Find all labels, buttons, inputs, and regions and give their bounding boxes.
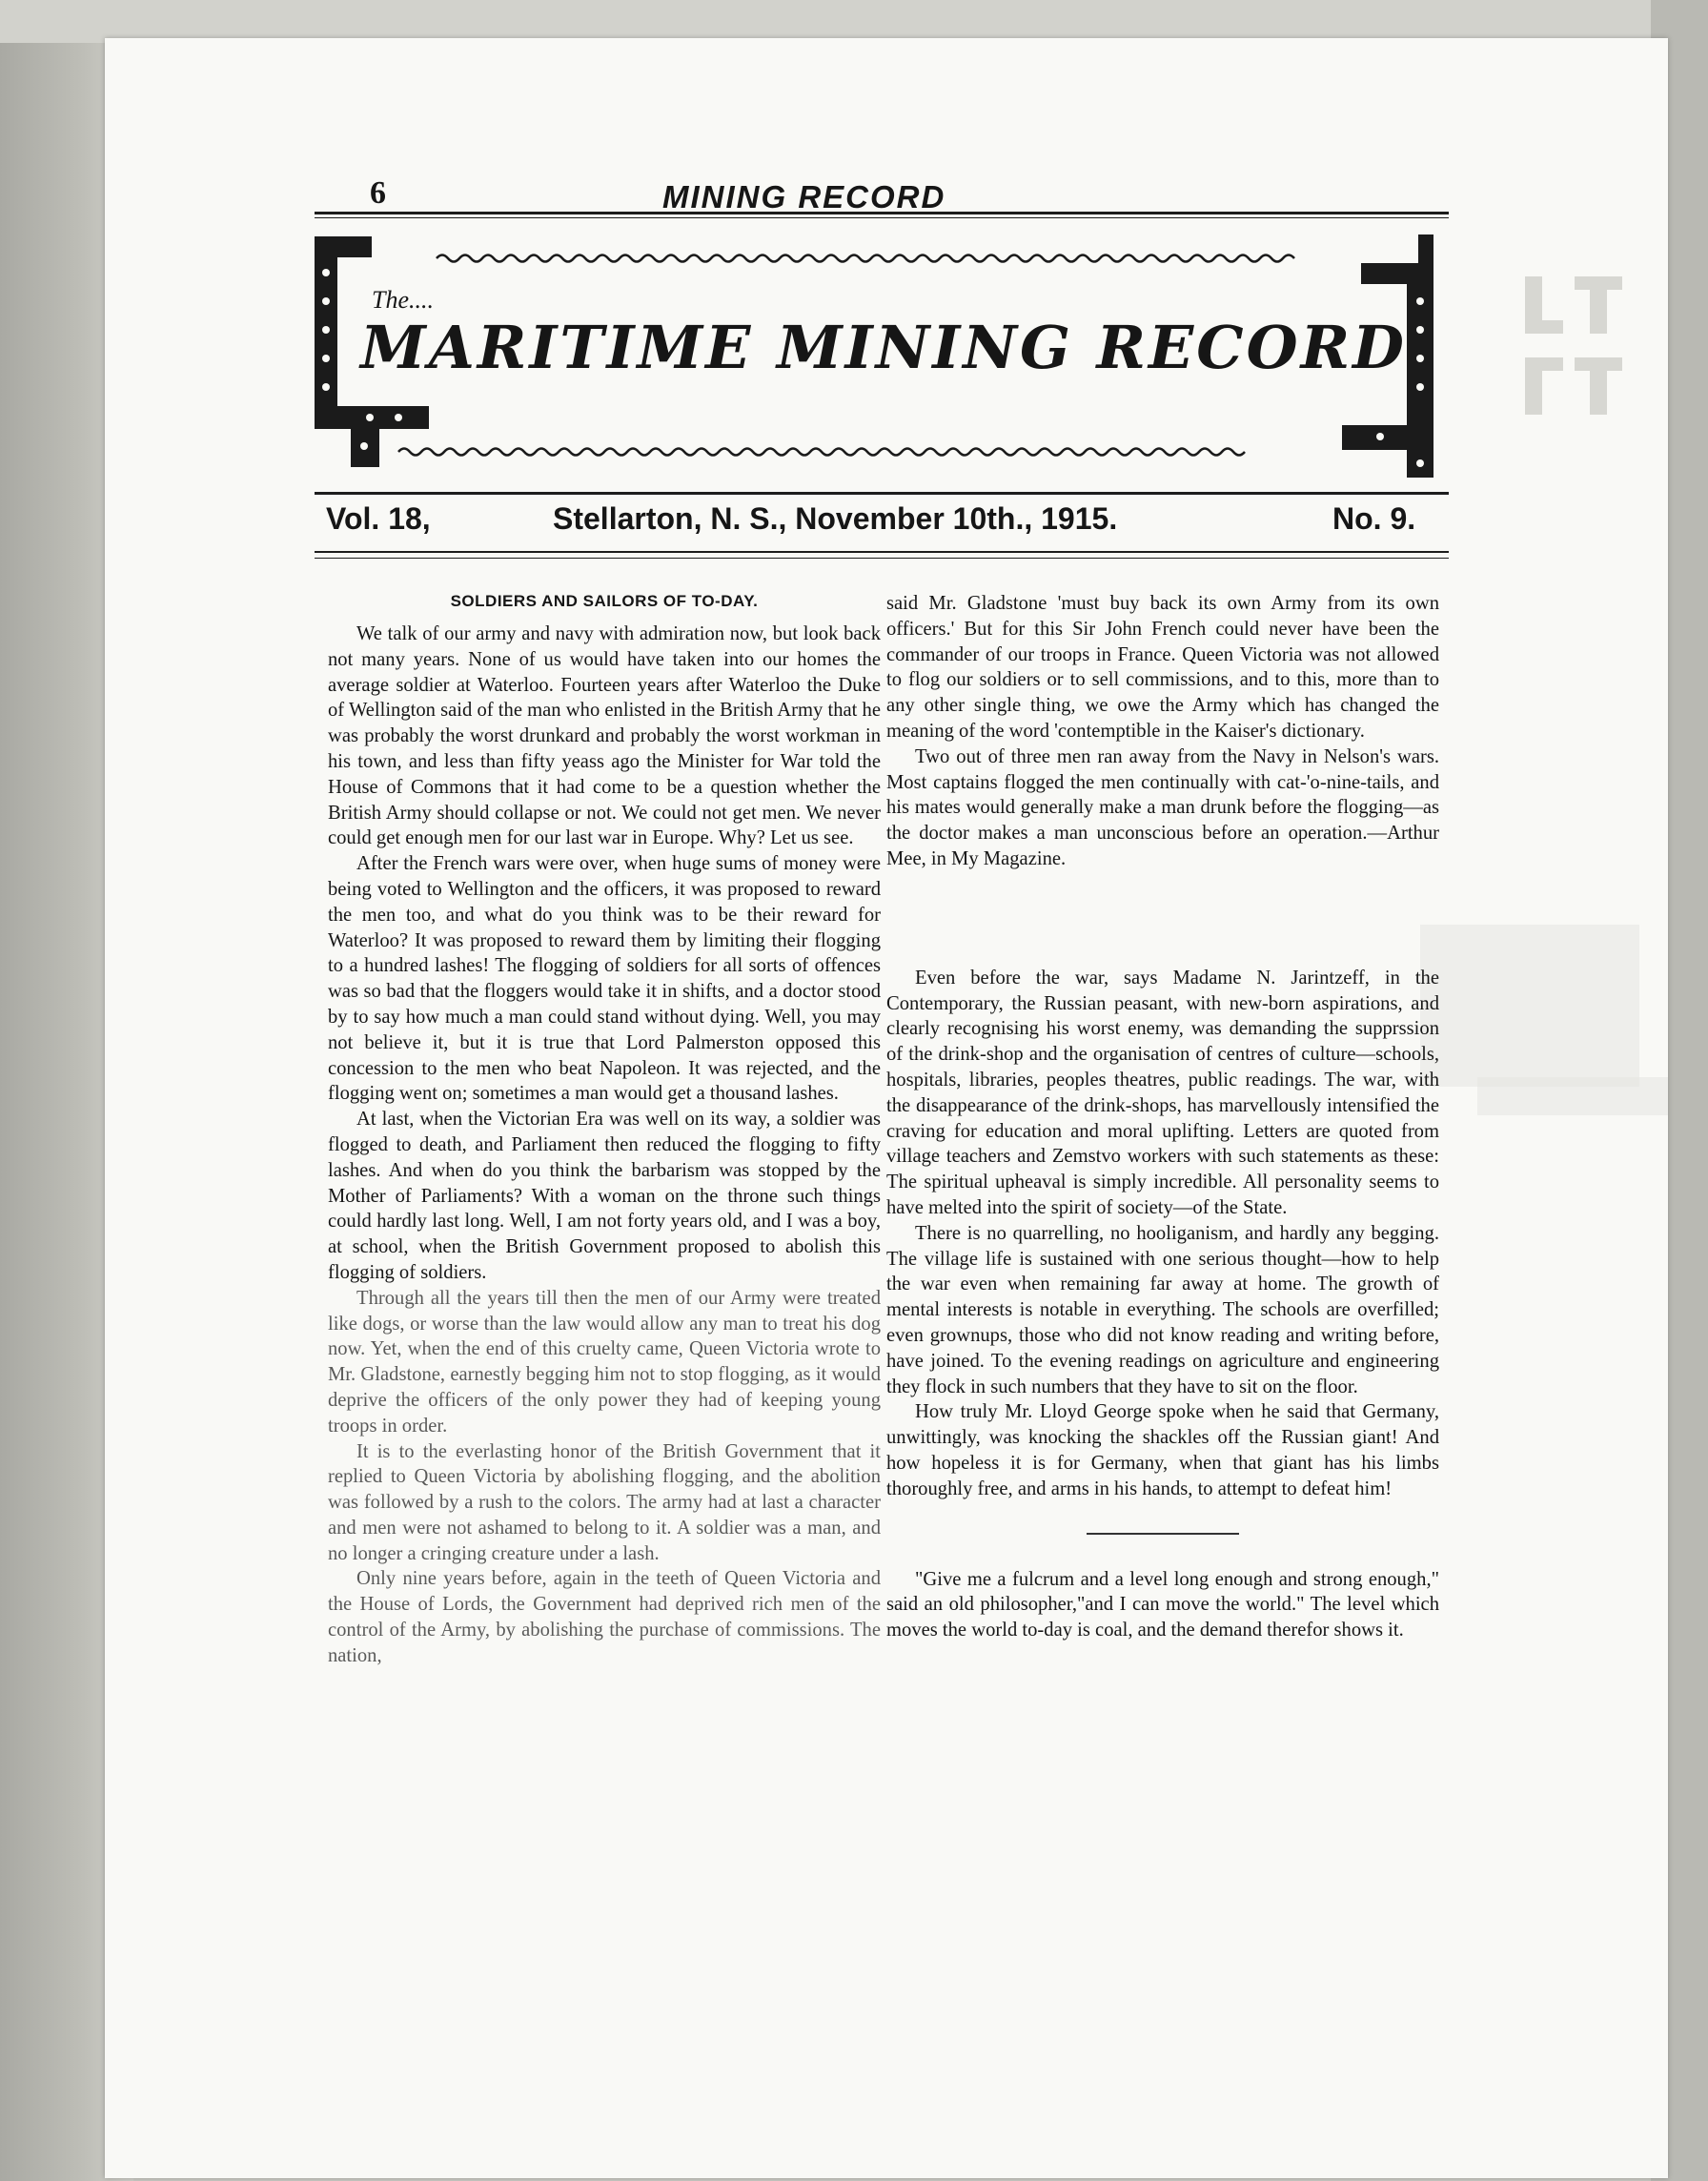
article-paragraph: Even before the war, says Madame N. Jarintzeff, in the Contemporary, the Russian peasant, with new-born aspirations, and clearly recognising his worst enemy, was demanding the supprssion of the drink-shop and the organisation of centres of culture—schools, hospitals, libraries, peoples theatres, public readings. The war, with the disappearance of the drink-shops, has marvellously intensified the craving for education and moral uplifting. Letters are quoted from village teachers and Zemstvo workers with such statements as these: The spiritual upheaval is simply incredible. All personality seems to have melted into the spirit of society—of the State.: [886, 967, 1439, 1218]
top-wavy-line: [437, 255, 1294, 262]
article-paragraph: There is no quarrelling, no hooliganism, and hardly any begging. The village life is sustained with one serious thought—how to help the war even when remaining far away at home. The growth of mental interests is notable in everything. The schools are overfilled; even grownups, those who did not know reading and writing before, have joined. To the evening readings on agriculture and engineering they flock in such numbers that they have to sit on the floor.: [886, 1222, 1439, 1397]
bottom-wavy-line: [398, 449, 1245, 456]
bleed-through-glyphs: [1515, 267, 1649, 429]
scan-top-margin: [0, 0, 1708, 43]
dateline-rule-bottom-2: [315, 558, 1449, 559]
article-paragraph: At last, when the Victorian Era was well on its way, a soldier was flogged to death, and Parliament then reduced the flogging to fifty lashes. And when do you think the barbarism was stopped by the Mother of Parliaments? With a woman on the throne such things could hardly last long. Well, I am not forty years old, and I was a boy, at school, when the British Government proposed to abolish this flogging of soldiers.: [328, 1109, 881, 1283]
dateline-rule-top: [315, 492, 1449, 495]
running-title: MINING RECORD: [662, 179, 946, 214]
dateline-rule-bottom: [315, 551, 1449, 553]
article-paragraph: "Give me a fulcrum and a level long enough and strong enough," said an old philosopher,"and I can move the world." The level which moves the world to-day is coal, and the demand therefor shows it.: [886, 1568, 1439, 1641]
article-continuation: said Mr. Gladstone 'must buy back its own Army from its own officers.' But for this Sir John French could never have been the commander of our troops in France. Queen Victoria was not allowed to flog our soldiers or to sell commissions, and to this, more than to any other single thing, we owe the Army which has changed the meaning of the word 'contemptible in the Kaiser's dictionary.: [886, 593, 1439, 742]
top-rule-thin: [315, 217, 1449, 218]
bleed-through-block: [1420, 925, 1639, 1087]
issue-number-label: No. 9.: [1332, 501, 1416, 536]
section-divider: [1087, 1533, 1239, 1535]
left-column: [328, 591, 881, 1669]
article-headline: SOLDIERS AND SAILORS OF TO-DAY.: [450, 592, 759, 610]
article-paragraph: Through all the years till then the men of our Army were treated like dogs, or worse than the law would allow any man to treat his dog now. Yet, when the end of this cruelty came, Queen Victoria wrote to Mr. Gladstone, earnestly begging him not to stop flogging, as it would deprive the officers of the only power they had of keeping young troops in order.: [328, 1287, 881, 1437]
article-paragraph: It is to the everlasting honor of the British Government that it replied to Queen Victoria by abolishing flogging, and the abolition was followed by a rush to the colors. The army had at last a character and men were not ashamed to belong to it. A soldier was a man, and no longer a cringing creature under a lash.: [328, 1440, 881, 1564]
masthead-title: MARITIME MINING RECORD: [360, 313, 1407, 382]
column-gap: [886, 872, 1439, 966]
article-paragraph: How truly Mr. Lloyd George spoke when he said that Germany, unwittingly, was knocking the shackles off the Russian giant! And how hopeless it is for Germany, when that giant has his limbs thoroughly free, and arms in his hands, to attempt to defeat him!: [886, 1401, 1439, 1499]
bleed-through-block-2: [1477, 1077, 1668, 1115]
masthead-kicker: The....: [372, 286, 434, 314]
article-paragraph: Two out of three men ran away from the Navy in Nelson's wars. Most captains flogged the men continually with cat-'o-nine-tails, and his mates would generally make a man drunk before the flogging—as the doctor makes a man unconscious before an operation.—Arthur Mee, in My Magazine.: [886, 745, 1439, 869]
right-column: [886, 591, 1439, 1643]
page-number: 6: [370, 175, 386, 211]
article-paragraph: After the French wars were over, when huge sums of money were being voted to Wellington and the officers, it was proposed to reward the men too, and what do you think was to be their reward for Waterloo? It was proposed to reward them by limiting their flogging to a hundred lashes! The flogging of soldiers for all sorts of offences was so bad that the floggers would take it in shifts, and a doctor stood by to say how much a man could stand without dying. Well, you may not believe it, but it is true that Lord Palmerston opposed this concession to the men who beat Napoleon. It was rejected, and the flogging went on; sometimes a man would get a thousand lashes.: [328, 853, 881, 1105]
article-paragraph: Only nine years before, again in the teeth of Queen Victoria and the House of Lords, the Government had deprived rich men of the control of the Army, by abolishing the purchase of commissions. The nation,: [328, 1568, 881, 1666]
bleed-through-text: [1515, 267, 1649, 444]
place-date-label: Stellarton, N. S., November 10th., 1915.: [553, 501, 1118, 536]
volume-label: Vol. 18,: [326, 501, 431, 536]
article-paragraph: We talk of our army and navy with admiration now, but look back not many years. None of us would have taken into our homes the average soldier at Waterloo. Fourteen years after Waterloo the Duke of Wellington said of the man who enlisted in the British Army that he was probably the worst drunkard and probably the worst workman in his town, and less than fifty yeass ago the Minister for War told the House of Commons that it had come to be a question whether the British Army should collapse or not. We could not get men. We never could get enough men for our last war in Europe. Why? Let us see.: [328, 623, 881, 849]
